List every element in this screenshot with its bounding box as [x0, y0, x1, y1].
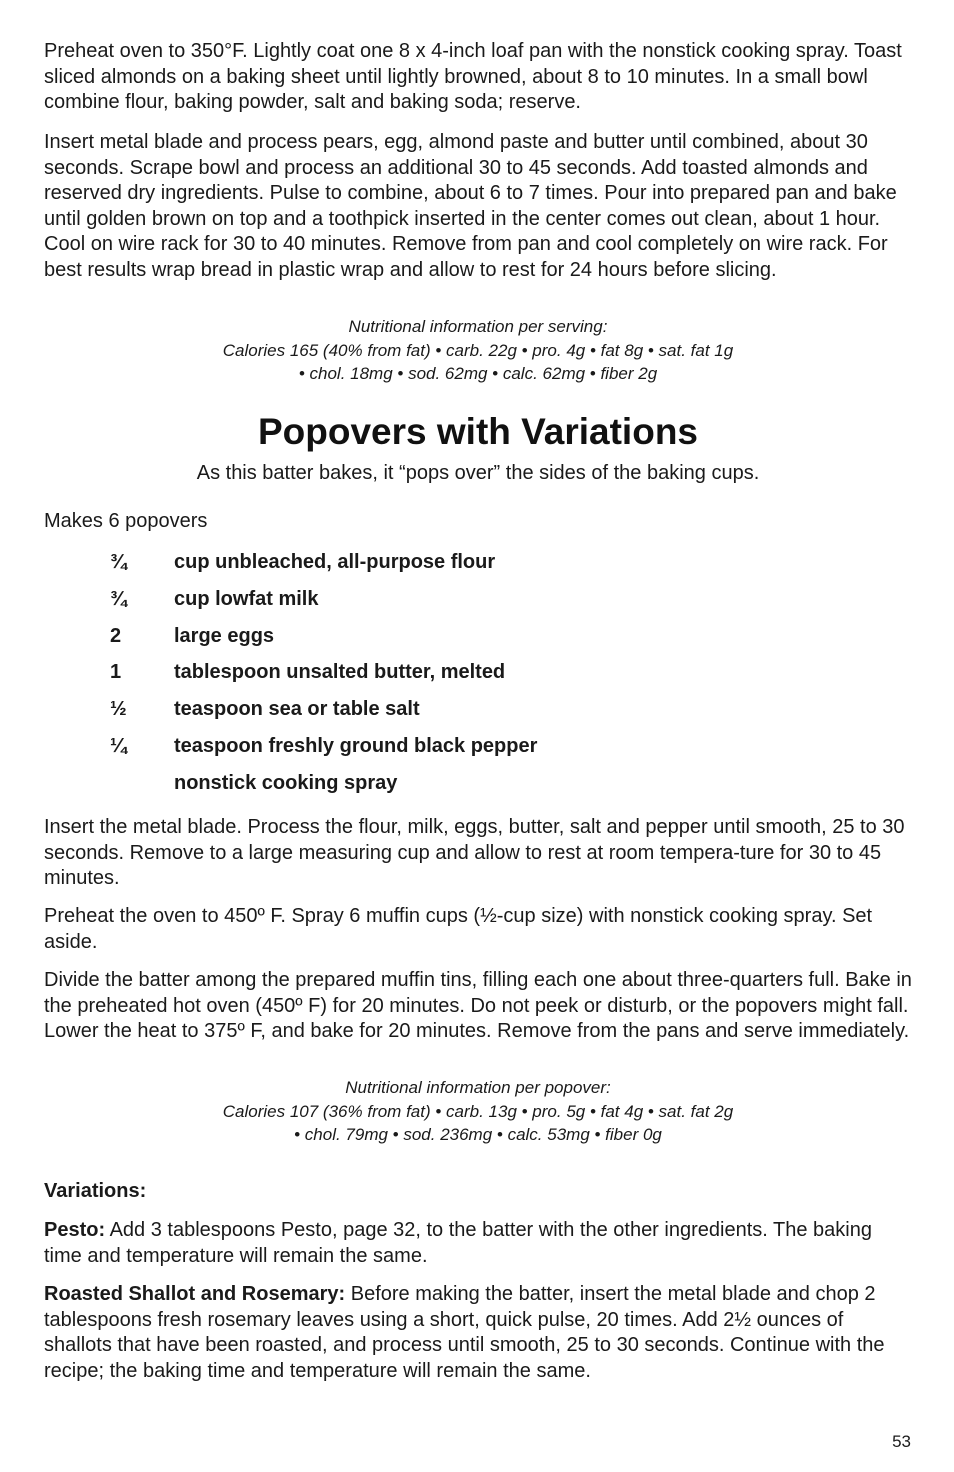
ingredient-row [110, 550, 870, 587]
ingredient-name: large eggs [174, 624, 275, 647]
ingredient-quantity: ¾ [110, 587, 127, 610]
ingredient-list [110, 550, 870, 808]
ingredient-row [110, 771, 870, 808]
nutrition-heading: Nutritional information per popover: [345, 1078, 611, 1097]
variation-item [44, 1218, 912, 1269]
variation-text: Before making the batter, insert the metal blade and chop 2 tablespoons fresh rosemary leaves using a short, quick pulse, 20 times. Add 2½ ounces of shallots that have been roasted, and process until smooth, 25 to 30 seconds. Continue with the recipe; the baking time and temperature will remain the same. [44, 1283, 885, 1382]
ingredient-quantity: ¾ [110, 551, 127, 573]
instruction-step: Insert the metal blade. Process the flour, milk, eggs, butter, salt and pepper until smooth, 25 to 30 seconds. Remove to a large measuring cup and allow to rest at room tempera-ture for 30 to 45 minutes. [44, 816, 905, 890]
instruction-step: Preheat the oven to 450º F. Spray 6 muffin cups (½-cup size) with nonstick cooking spray. Set aside. [44, 905, 873, 953]
ingredient-quantity: ½ [110, 698, 127, 721]
nutrition-info [44, 1076, 912, 1147]
variation-text: Add 3 tablespoons Pesto, page 32, to the batter with the other ingredients. The baking time and temperature will remain the same. [44, 1219, 872, 1267]
ingredient-row [110, 697, 870, 734]
ingredient-name: nonstick cooking spray [174, 771, 398, 794]
recipe-title: Popovers with Variations [257, 411, 698, 452]
nutrition-info [44, 315, 912, 386]
page-number: 53 [892, 1432, 911, 1451]
ingredient-quantity: ¼ [110, 734, 127, 757]
ingredient-row [110, 734, 870, 771]
ingredient-quantity [110, 771, 174, 808]
ingredient-row [110, 587, 870, 624]
ingredient-quantity: 1 [110, 661, 122, 684]
ingredient-row [110, 660, 870, 697]
nutrition-line: Calories 107 (36% from fat) • carb. 13g • pro. 5g • fat 4g • sat. fat 2g [222, 1101, 734, 1121]
variation-item [44, 1282, 912, 1384]
nutrition-line: • chol. 18mg • sod. 62mg • calc. 62mg • fiber 2g [298, 364, 658, 383]
variation-label: Pesto: [44, 1219, 106, 1241]
variations-heading: Variations: [44, 1180, 147, 1202]
ingredient-quantity: 2 [110, 624, 122, 647]
recipe-subtitle: As this batter bakes, it “pops over” the sides of the baking cups. [196, 462, 760, 484]
nutrition-line: • chol. 79mg • sod. 236mg • calc. 53mg • fiber 0g [294, 1125, 662, 1144]
ingredient-name: teaspoon freshly ground black pepper [174, 734, 538, 757]
ingredient-name: teaspoon sea or table salt [174, 698, 420, 721]
intro-paragraph: Preheat oven to 350°F. Lightly coat one 8 x 4-inch loaf pan with the nonstick cooking spray. Toast sliced almonds on a baking sheet until lightly browned, about 8 to 10 minutes. In a small bowl combine flour, baking powder, salt and baking soda; reserve. [44, 40, 902, 114]
nutrition-heading: Nutritional information per serving: [348, 317, 608, 336]
ingredient-row [110, 624, 870, 661]
instruction-step: Divide the batter among the prepared muffin tins, filling each one about three-quarters full. Bake in the preheated hot oven (450º F) for 20 minutes. Do not peek or disturb, or the popovers might fall. Lower the heat to 375º F, and bake for 20 minutes. Remove from the pans and serve immediately. [44, 969, 912, 1043]
recipe-yield: Makes 6 popovers [44, 510, 208, 532]
nutrition-line: Calories 165 (40% from fat) • carb. 22g • pro. 4g • fat 8g • sat. fat 1g [222, 340, 734, 360]
intro-paragraph: Insert metal blade and process pears, egg, almond paste and butter until combined, about 30 seconds. Scrape bowl and process an additional 30 to 45 seconds. Add toasted almonds and reserved dry ingredients. Pulse to combine, about 6 to 7 times. Pour into prepared pan and bake until golden brown on top and a toothpick inserted in the center comes out clean, about 1 hour. Cool on wire rack for 30 to 40 minutes. Remove from pan and cool completely on wire rack. For best results wrap bread in plastic wrap and allow to rest for 24 hours before slicing. [44, 131, 897, 281]
variation-label: Roasted Shallot and Rosemary: [44, 1283, 346, 1305]
ingredient-name: tablespoon unsalted butter, melted [174, 661, 506, 684]
ingredient-name: cup lowfat milk [174, 587, 319, 610]
ingredient-name: cup unbleached, all-purpose flour [174, 551, 496, 573]
